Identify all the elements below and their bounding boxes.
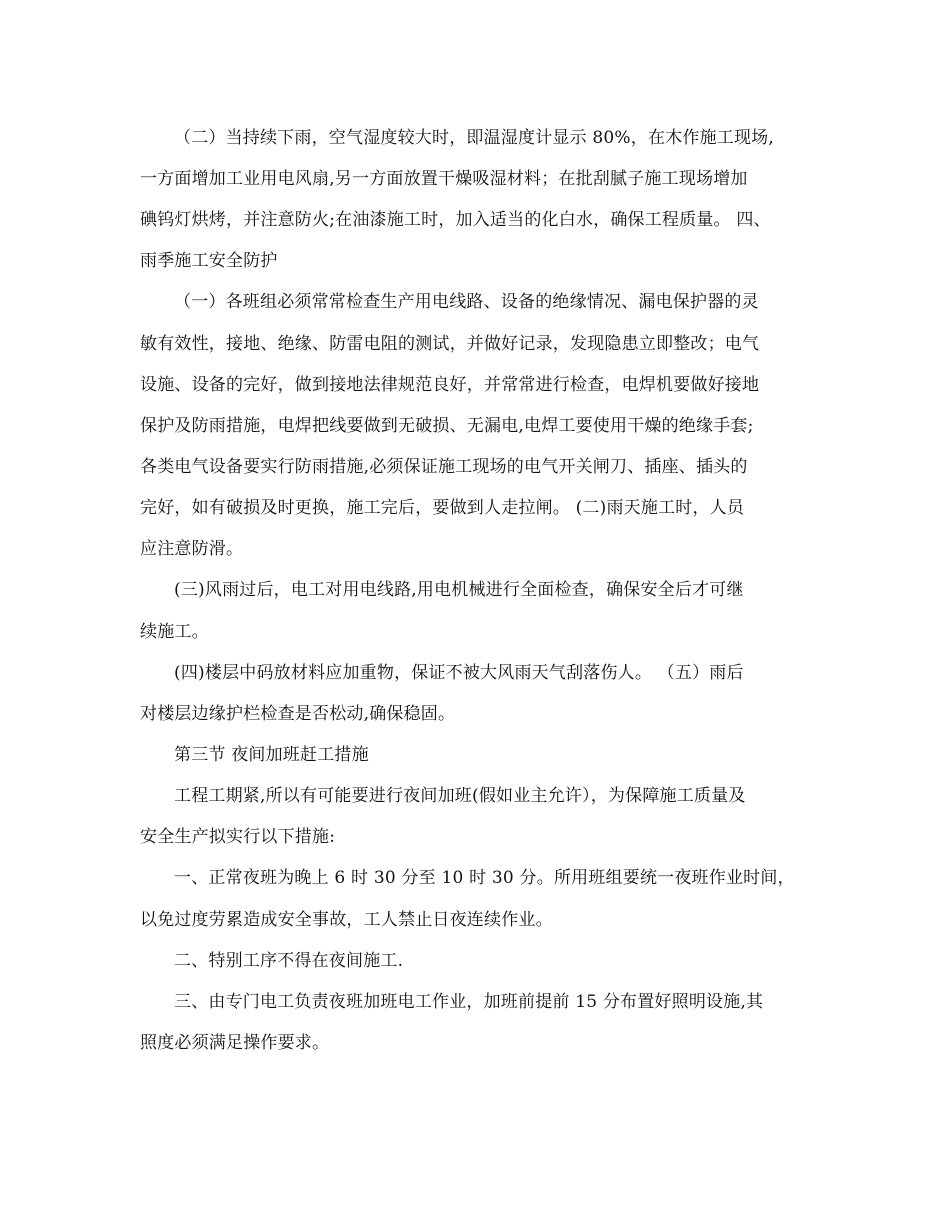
text-line: 安全生产拟实行以下措施: xyxy=(140,827,336,847)
text-line: 设施、设备的完好，做到接地法律规范良好，并常常进行检查，电焊机要做好接地 xyxy=(140,375,760,395)
text-line: 工程工期紧,所以有可能要进行夜间加班(假如业主允许），为保障施工质量及 xyxy=(174,786,746,806)
text-line: 二、特别工序不得在夜间施工. xyxy=(174,951,404,971)
text-line: 应注意防滑。 xyxy=(140,539,244,559)
text-line: 敏有效性，接地、绝缘、防雷电阻的测试，并做好记录，发现隐患立即整改；电气 xyxy=(140,334,760,354)
text-line: 各类电气设备要实行防雨措施,必须保证施工现场的电气开关闸刀、插座、插头的 xyxy=(140,457,748,477)
text-line: 雨季施工安全防护 xyxy=(140,251,278,271)
text-line: (四)楼层中码放材料应加重物，保证不被大风雨天气刮落伤人。 （五）雨后 xyxy=(174,663,744,683)
text-line: 续施工。 xyxy=(140,622,209,642)
text-line: 以免过度劳累造成安全事故，工人禁止日夜连续作业。 xyxy=(140,910,553,930)
text-line: 照度必须满足操作要求。 xyxy=(140,1033,330,1053)
text-line: 三、由专门电工负责夜班加班电工作业，加班前提前 15 分布置好照明设施,其 xyxy=(174,992,764,1012)
section-heading: 第三节 夜间加班赶工措施 xyxy=(174,745,369,765)
text-line: 碘钨灯烘烤，并注意防火;在油漆施工时，加入适当的化白水，确保工程质量。 四、 xyxy=(140,210,771,230)
text-line: (三)风雨过后，电工对用电线路,用电机械进行全面检查，确保安全后才可继 xyxy=(174,580,744,600)
text-line: 保护及防雨措施，电焊把线要做到无破损、无漏电,电焊工要使用干燥的绝缘手套; xyxy=(140,416,754,436)
text-line: 一、正常夜班为晚上 6 时 30 分至 10 时 30 分。所用班组要统一夜班作业时间， xyxy=(174,868,795,888)
text-line: 对楼层边缘护栏检查是否松动,确保稳固。 xyxy=(140,704,456,724)
text-line: （二）当持续下雨，空气湿度较大时，即温湿度计显示 80%，在木作施工现场, xyxy=(174,128,774,148)
text-line: 完好，如有破损及时更换，施工完后，要做到人走拉闸。 (二)雨天施工时，人员 xyxy=(140,498,745,518)
text-line: 一方面增加工业用电风扇,另一方面放置干燥吸湿材料；在批刮腻子施工现场增加 xyxy=(140,169,748,189)
text-line: （一）各班组必须常常检查生产用电线路、设备的绝缘情况、漏电保护器的灵 xyxy=(174,292,759,312)
